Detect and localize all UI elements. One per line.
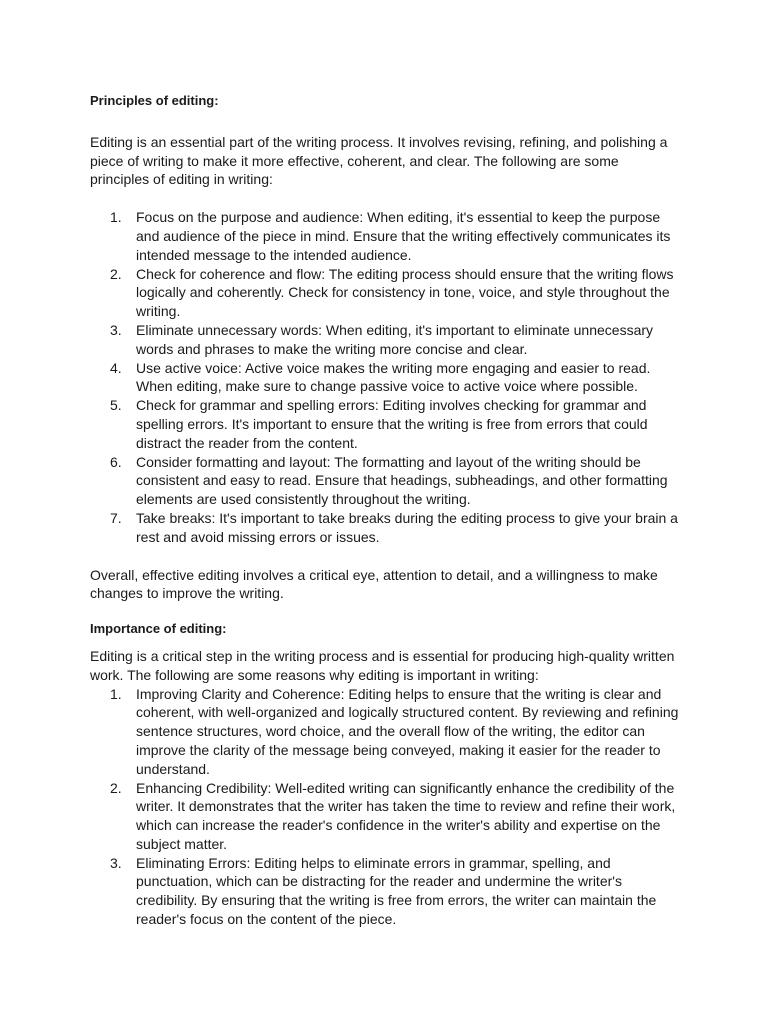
list-item-text: Eliminating Errors: Editing helps to eliminate errors in grammar, spelling, and punctuation, which can be distracting for the reader and undermine the writer's credibility. By ensuring that the writing is free from errors, the writer can maintain the reader's focus on the content of the piece. [136, 854, 657, 928]
list-number: 3. [110, 321, 122, 338]
document-page [90, 92, 680, 929]
list-item-text: Consider formatting and layout: The formatting and layout of the writing should be consistent and easy to read. Ensure that headings, subheadings, and other formatting elements are used consistently throughout the writing. [136, 453, 668, 508]
list-number: 2. [110, 779, 122, 796]
list-number: 2. [110, 265, 122, 282]
list-item-text: Eliminate unnecessary words: When editing, it's important to eliminate unnecessary words and phrases to make the writing more concise and clear. [136, 321, 654, 357]
list-item [90, 265, 680, 321]
list-item [90, 359, 680, 397]
list-item-text: Check for coherence and flow: The editing process should ensure that the writing flows logically and coherently. Check for consistency in tone, voice, and style throughout the writing. [136, 265, 674, 320]
importance-intro-paragraph: Editing is a critical step in the writing process and is essential for producing high-quality written work. The following are some reasons why editing is important in writing: [90, 647, 675, 683]
list-number: 6. [110, 453, 122, 470]
list-item-text: Use active voice: Active voice makes the writing more engaging and easier to read. When editing, make sure to change passive voice to active voice where possible. [136, 359, 651, 395]
list-item [90, 509, 680, 547]
list-number: 4. [110, 359, 122, 376]
list-item-text: Enhancing Credibility: Well-edited writing can significantly enhance the credibility of the writer. It demonstrates that the writer has taken the time to review and refine their work, which can increase the reader's confidence in the writer's ability and expertise on the subject matter. [136, 779, 676, 852]
importance-list [90, 685, 680, 929]
list-item [90, 779, 680, 854]
list-item [90, 396, 680, 452]
list-item-text: Improving Clarity and Coherence: Editing helps to ensure that the writing is clear and coherent, with well-organized and logically structured content. By reviewing and refining sentence structures, word choice, and the overall flow of the writing, the editor can improve the clarity of the message being conveyed, making it easier for the reader to understand. [136, 685, 679, 777]
list-number: 5. [110, 397, 122, 414]
list-item-text: Check for grammar and spelling errors: Editing involves checking for grammar and spelling errors. It's important to ensure that the writing is free from errors that could distract the reader from the content. [136, 397, 648, 451]
principles-list [90, 208, 680, 546]
list-item-text: Focus on the purpose and audience: When editing, it's essential to keep the purpose and audience of the piece in mind. Ensure that the writing effectively communicates its intended message to the intended audience. [136, 209, 671, 263]
list-number: 3. [110, 854, 122, 871]
section-heading-importance: Importance of editing: [90, 621, 227, 637]
list-item [90, 208, 680, 264]
list-item-text: Take breaks: It's important to take breaks during the editing process to give your brain a rest and avoid missing errors or issues. [136, 509, 678, 545]
conclusion-paragraph: Overall, effective editing involves a critical eye, attention to detail, and a willingness to make changes to improve the writing. [90, 566, 658, 602]
intro-paragraph: Editing is an essential part of the writing process. It involves revising, refining, and polishing a piece of writing to make it more effective, coherent, and clear. The following are some principles of editing in writing: [90, 133, 668, 188]
list-number: 7. [110, 509, 122, 526]
list-item [90, 453, 680, 509]
list-number: 1. [110, 209, 122, 226]
list-item [90, 685, 680, 779]
list-number: 1. [110, 685, 122, 702]
list-item [90, 321, 680, 359]
list-item [90, 854, 680, 929]
section-heading-principles: Principles of editing: [90, 93, 219, 108]
